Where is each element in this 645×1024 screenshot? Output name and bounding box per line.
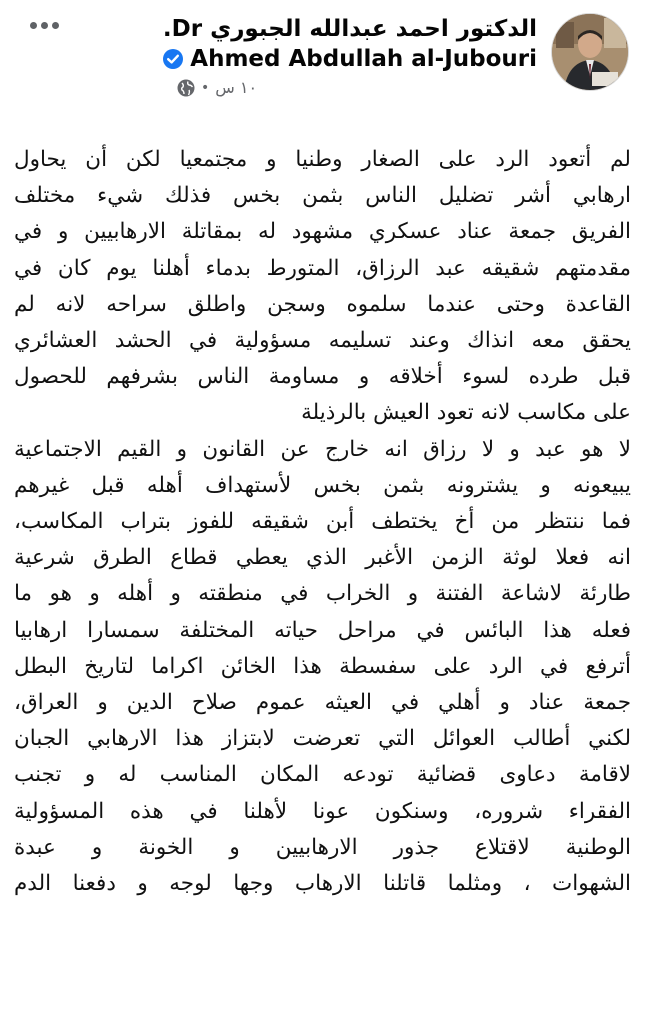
author-name-arabic[interactable] [162,14,537,44]
meta-separator: • [201,79,210,96]
post-body-line: جمعة عناد و أهلي في العيثه عموم صلاح الدين و العراق، [14,690,631,716]
post-body-line: القاعدة وحتى عندما سلموه وسجن واطلق سراحه لانه لم [14,291,631,317]
post-body-line: ارهابي أشر تضليل الناس بثمن بخس فذلك شيء مختلف [14,183,631,209]
post-meta [177,78,537,97]
post-body-line: فما ننتظر من أخ يختطف أبن شقيقه للفوز بتراب المكاسب، [14,509,631,535]
post-body-line: قبل طرده لسوء أخلاقه و مساومة الناس بشرفهم للحصول [14,364,631,390]
post-body-line: الشهوات ، ومثلما قاتلنا الارهاب وجها لوجه و دفعنا الدم [14,871,631,897]
post-header [162,14,537,97]
post-body-line: انه فعلا لوثة الزمن الأغبر الذي يعطي قطاع الطرق شرعية [14,545,631,571]
post-body-line: لا هو عبد و لا رزاق انه خارج عن القانون و القيم الاجتماعية [14,436,631,462]
post-body-line: طارئة لاشاعة الفتنة و الخراب في منطقته و أهله و هو ما [14,581,631,607]
author-title-prefix: Dr. [162,16,203,42]
author-name-english[interactable]: Ahmed Abdullah al-Jubouri [190,46,537,72]
post-body-line: الفقراء شروره، وسنكون عونا لأهلنا في هذه المسؤولية [14,798,631,824]
post-body-line: لكني أطالب العوائل التي تعرضت لابتزاز هذا الارهابي الجبان [14,726,631,752]
post-body-line: لاقامة دعاوى قضائية تودعه المكان المناسب له و تجنب [14,762,631,788]
post-body-line: مقدمتهم شقيقه عبد الرزاق، المتورط بدماء أهلنا يوم كان في [14,255,631,281]
post-body-line: يحقق معه انذاك وعند تسليمه مسؤولية في الحشد العشائري [14,328,631,354]
author-name-arabic-text: الدكتور احمد عبدالله الجبوري [210,16,537,42]
verified-badge-icon [162,48,184,70]
avatar[interactable] [551,13,629,91]
post-body-line: الفريق جمعة عناد عسكري مشهود له بمقاتلة الارهابيين و في [14,219,631,245]
post-body [14,142,631,902]
author-name-row [177,44,537,74]
more-options-icon [30,22,37,29]
post-body-line: على مكاسب لانه تعود العيش بالرذيلة [301,400,631,426]
more-options-icon [52,22,59,29]
post-body-line: أترفع في الرد على سفسطة هذا الخائن اكراما لتاريخ البطل [14,653,631,679]
globe-icon[interactable] [177,79,195,97]
post-time[interactable]: ١٠ س [215,78,258,97]
more-options-icon [41,22,48,29]
post-body-line: الوطنية لاقتلاع جذور الارهابيين و الخونة و عبدة [14,834,631,860]
post-body-line: لم أتعود الرد على الصغار وطنيا و مجتمعيا لكن أن يحاول [14,147,631,172]
more-options-button[interactable] [22,12,66,38]
post-body-line: فعله هذا البائس في مراحل حياته المختلفة سمسارا ارهابيا [14,617,631,643]
avatar-photo [552,14,628,90]
post-body-line: يبيعونه و يشترونه بثمن بخس لأستهداف أهله قبل غيرهم [14,472,631,498]
